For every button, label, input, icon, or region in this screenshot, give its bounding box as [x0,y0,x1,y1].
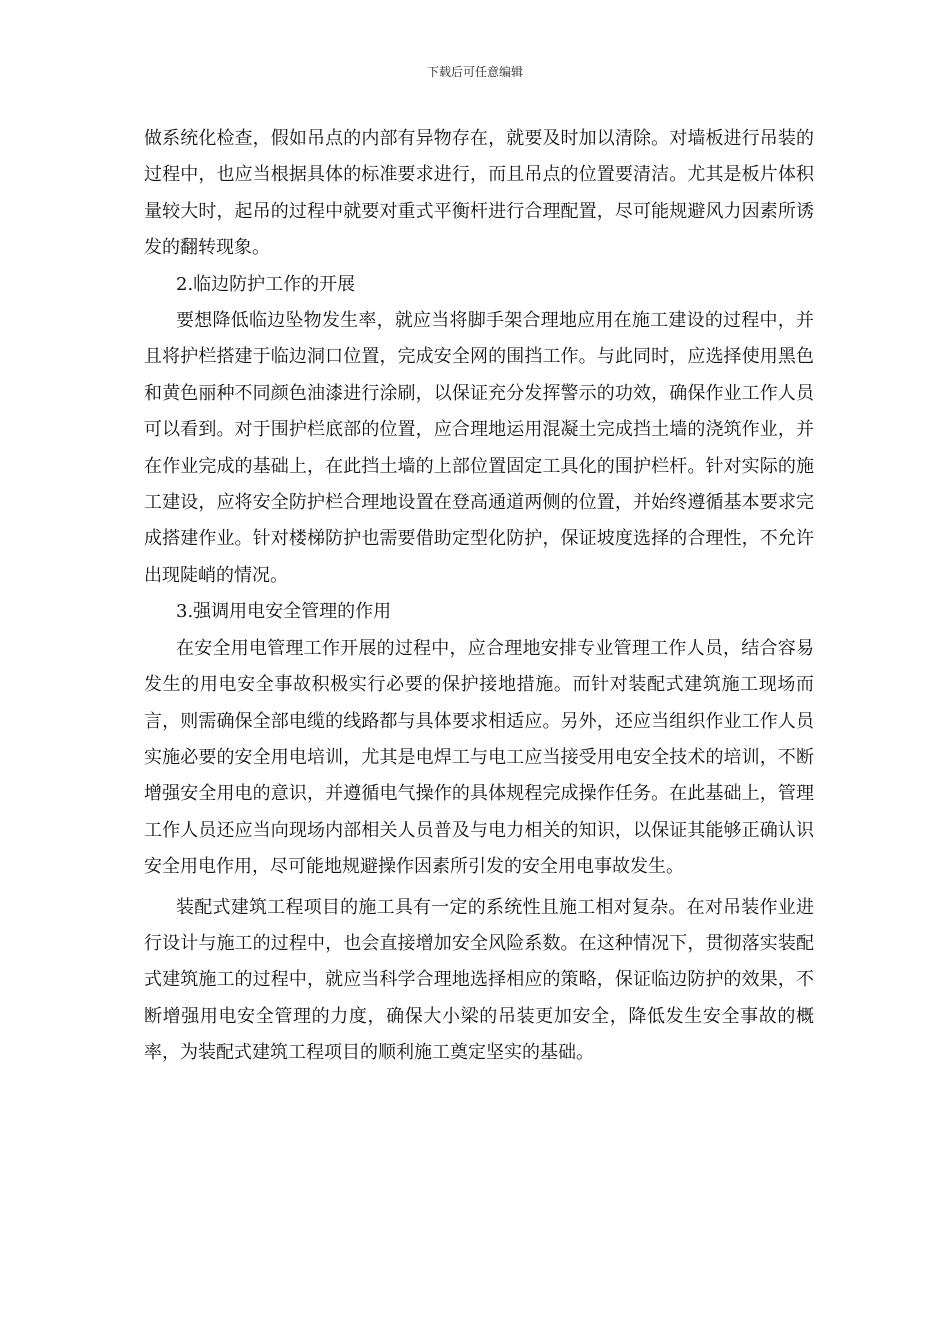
paragraph-conclusion: 装配式建筑工程项目的施工具有一定的系统性且施工相对复杂。在对吊装作业进行设计与施工的过程中，也会直接增加安全风险系数。在这种情况下，贯彻落实装配式建筑施工的过程中，就应当科学合理地选择相应的策略，保证临边防护的效果，不断增强用电安全管理的力度，确保大小梁的吊装更加安全，降低发生安全事故的概率，为装配式建筑工程项目的顺利施工奠定坚实的基础。 [144,896,814,1064]
section-heading-3: 3.强调用电安全管理的作用 [176,601,392,623]
page-header-note: 下载后可任意编辑 [426,65,523,79]
section-heading-2: 2.临边防护工作的开展 [176,273,356,295]
paragraph-electrical-safety: 在安全用电管理工作开展的过程中，应合理地安排专业管理工作人员，结合容易发生的用电安全事故积极实行必要的保护接地措施。而针对装配式建筑施工现场而言，则需确保全部电缆的线路都与具体要求相适应。另外，还应当组织作业工作人员实施必要的安全用电培训，尤其是电焊工与电工应当接受用电安全技术的培训，不断增强安全用电的意识，并遵循电气操作的具体规程完成操作任务。在此基础上，管理工作人员还应当向现场内部相关人员普及与电力相关的知识，以保证其能够正确认识安全用电作用，尽可能地规避操作因素所引发的安全用电事故发生。 [144,637,814,878]
paragraph-continuation: 做系统化检查，假如吊点的内部有异物存在，就要及时加以清除。对墙板进行吊装的过程中，也应当根据具体的标准要求进行，而且吊点的位置要清洁。尤其是板片体积量较大时，起吊的过程中就要对重式平衡杆进行合理配置，尽可能规避风力因素所诱发的翻转现象。 [144,128,814,259]
document-body [144,121,814,1072]
paragraph-edge-protection: 要想降低临边坠物发生率，就应当将脚手架合理地应用在施工建设的过程中，并且将护栏搭建于临边洞口位置，完成安全网的围挡工作。与此同时，应选择使用黑色和黄色丽种不同颜色油漆进行涂刷，以保证充分发挥警示的功效，确保作业工作人员可以看到。对于围护栏底部的位置，应合理地运用混凝土完成挡土墙的浇筑作业，并在作业完成的基础上，在此挡土墙的上部位置固定工具化的围护栏杆。针对实际的施工建设，应将安全防护栏合理地设置在登高通道两侧的位置，并始终遵循基本要求完成搭建作业。针对楼梯防护也需要借助定型化防护，保证坡度选择的合理性，不允许出现陡峭的情况。 [144,310,814,586]
